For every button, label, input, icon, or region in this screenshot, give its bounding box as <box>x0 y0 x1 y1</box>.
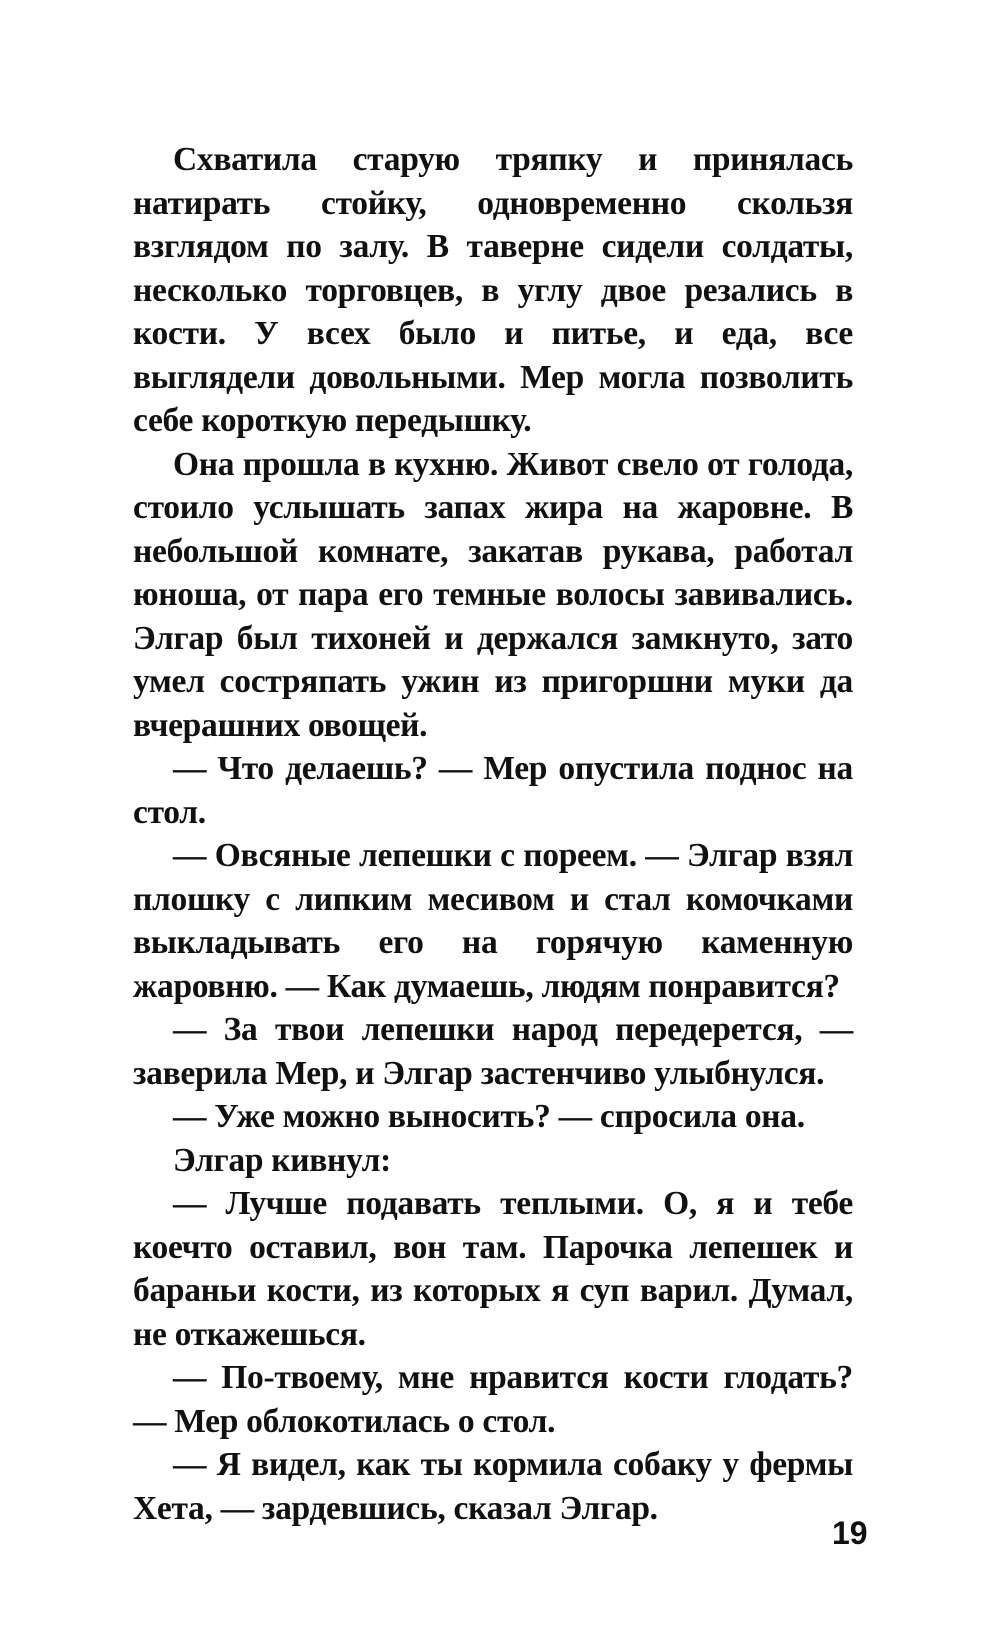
paragraph: — Я видел, как ты кормила собаку у фермы Хета, — зардевшись, сказал Элгар. <box>133 1446 853 1527</box>
paragraph: — За твои лепешки народ передерется, — заверила Мер, и Элгар застенчиво улыбнулся. <box>133 1011 853 1092</box>
paragraph: Схватила старую тряпку и принялась натирать стойку, одновременно скользя взглядом по залу. В таверне сидели солдаты, несколько торговцев, в углу двое резались в кости. У всех было и питье, и еда, все выглядели довольными. Мер могла позволить себе короткую передышку. <box>133 141 853 439</box>
paragraph: — По-твоему, мне нравится кости глодать? — Мер облокотилась о стол. <box>133 1359 853 1440</box>
paragraph: — Овсяные лепешки с пореем. — Элгар взял плошку с липким месивом и стал комочками выкладывать его на горячую каменную жаровню. — Как думаешь, людям понравится? <box>133 837 853 1005</box>
body-text <box>133 138 853 1530</box>
paragraph: Элгар кивнул: <box>173 1141 392 1179</box>
page-number: 19 <box>832 1515 868 1551</box>
paragraph: Она прошла в кухню. Живот свело от голода, стоило услышать запах жира на жаровне. В небольшой комнате, закатав рукава, работал юноша, от пара его темные волосы завивались. Элгар был тихоней и держался замкнуто, зато умел состряпать ужин из пригоршни муки да вчерашних овощей. <box>133 445 853 744</box>
paragraph: — Лучше подавать теплыми. О, я и тебе коечто оставил, вон там. Парочка лепешек и бараньи кости, из которых я суп варил. Думал, не откажешься. <box>133 1185 853 1353</box>
paragraph: — Уже можно выносить? — спросила она. <box>173 1098 805 1135</box>
paragraph: — Что делаешь? — Мер опустила поднос на стол. <box>133 750 853 831</box>
